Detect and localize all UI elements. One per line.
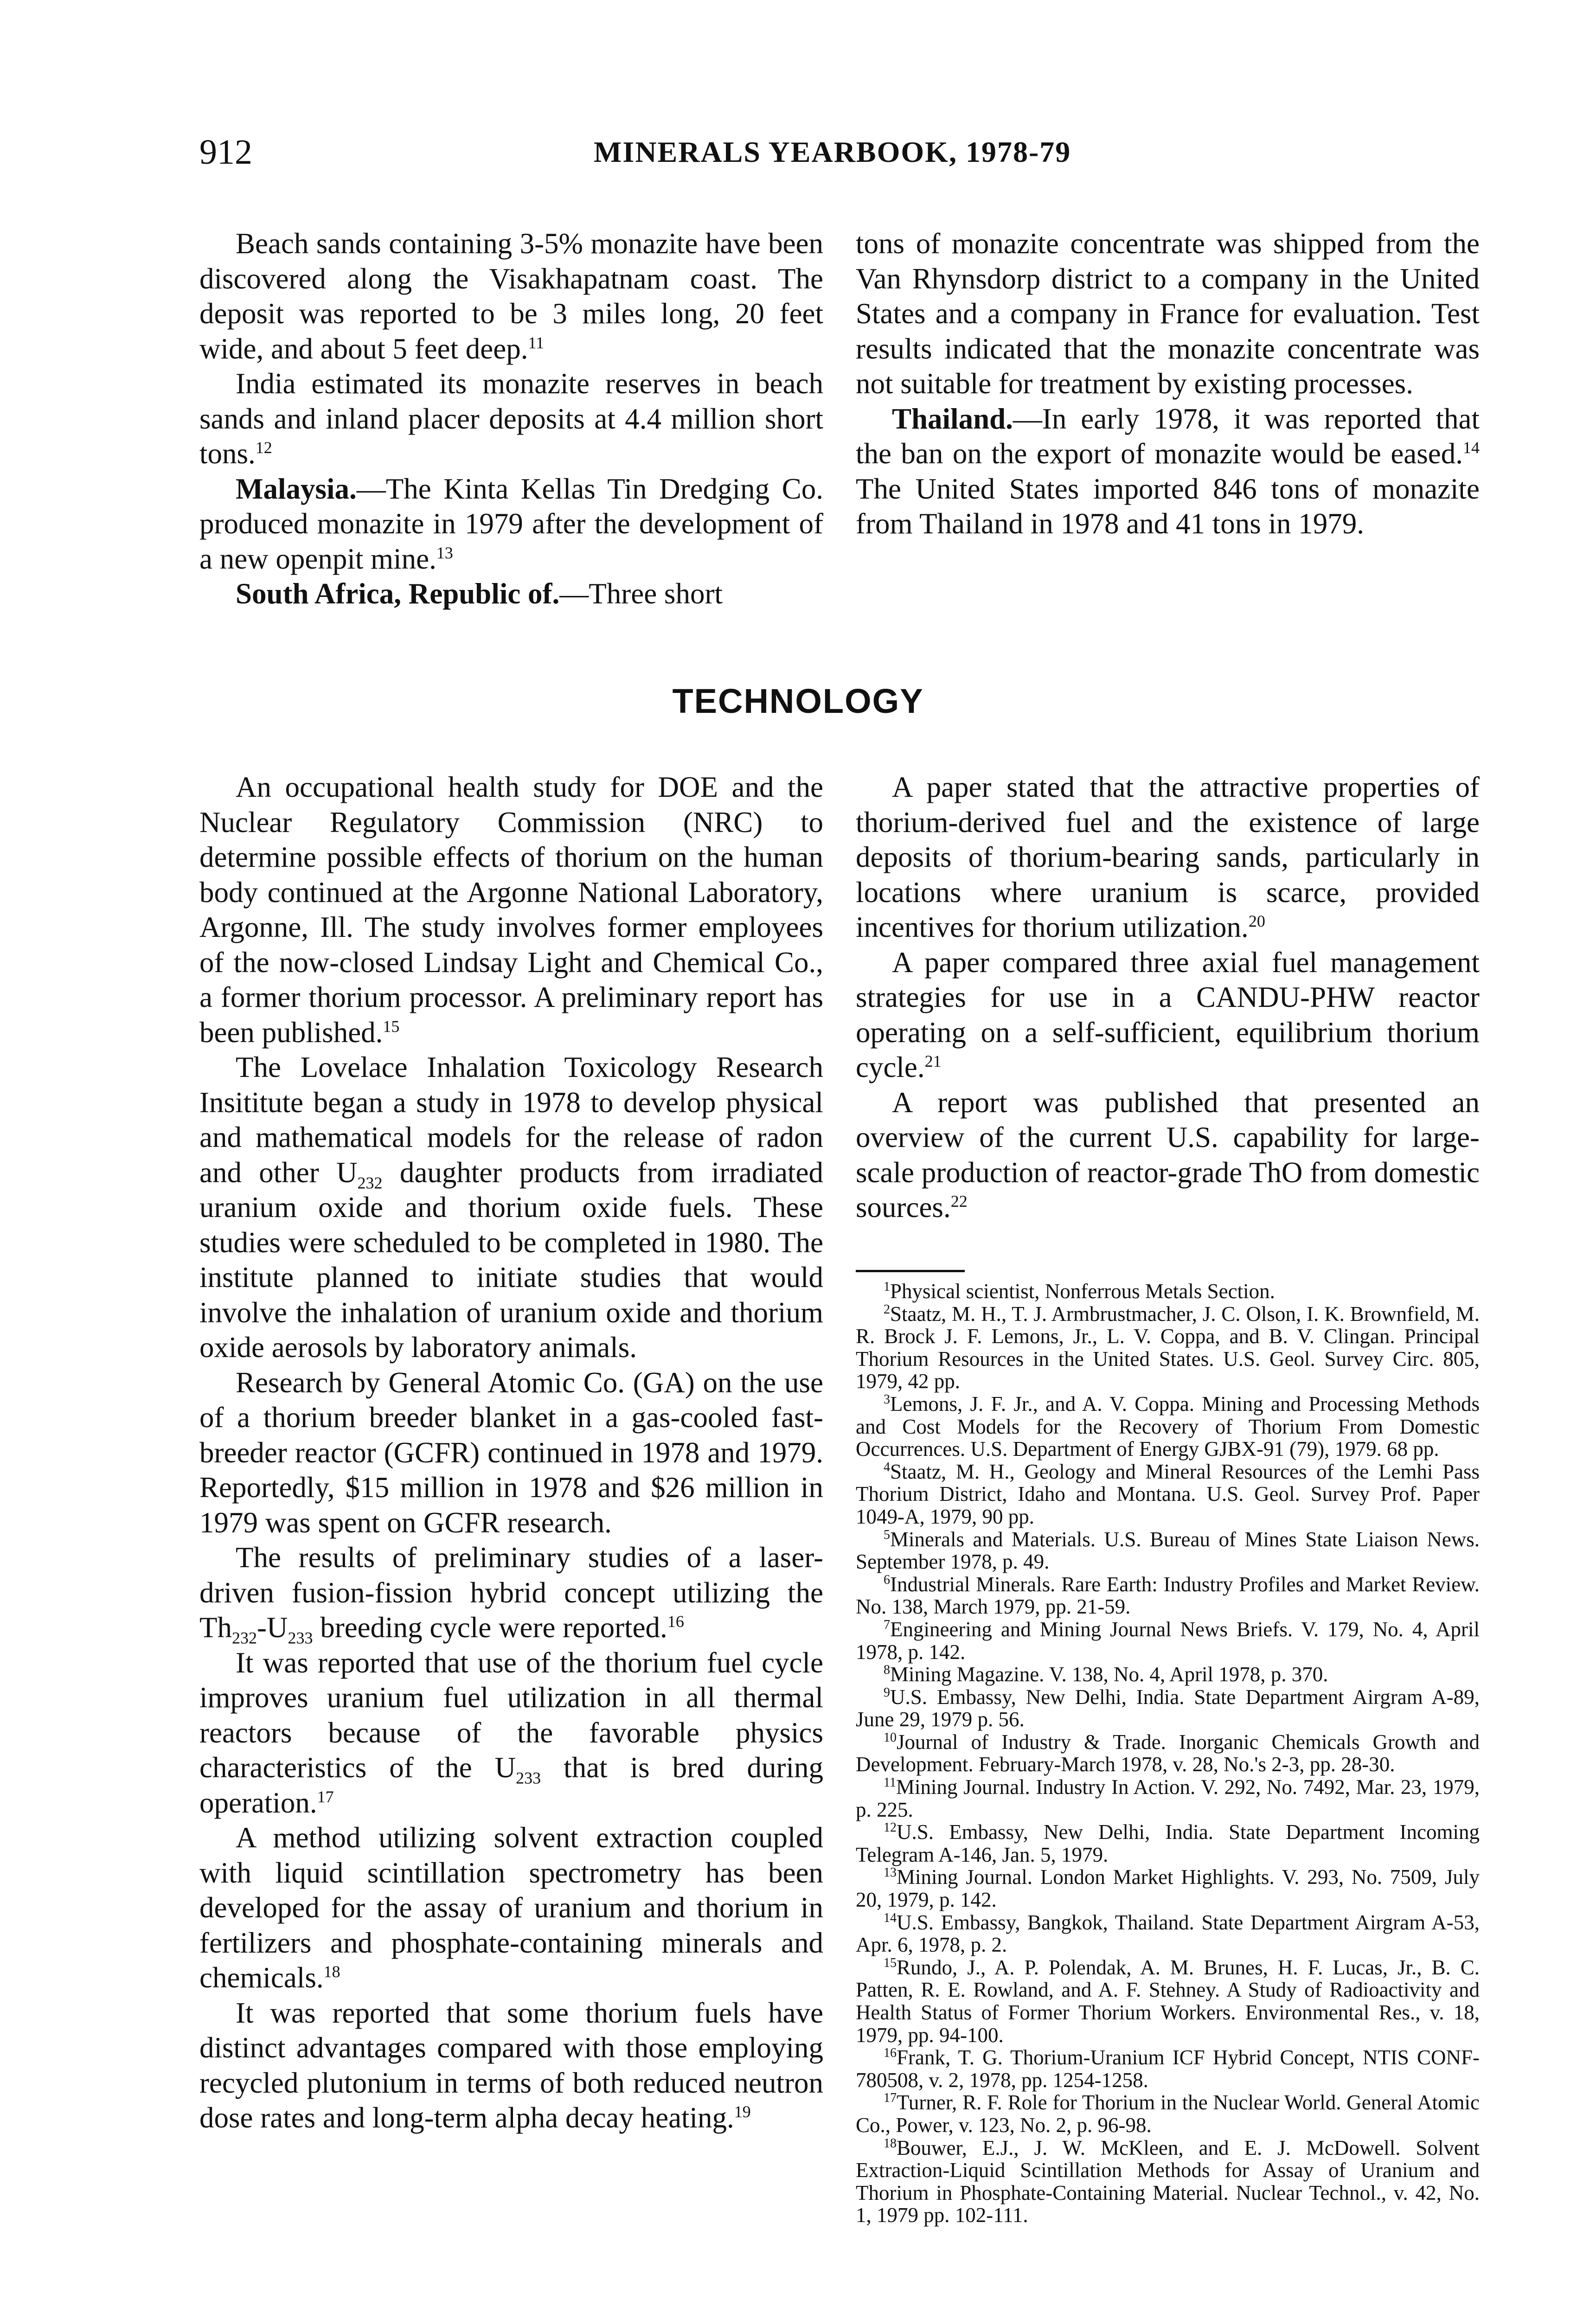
footnote-item bbox=[856, 1573, 1480, 1618]
technology-right-column bbox=[856, 770, 1480, 1225]
footnote-item bbox=[856, 2046, 1480, 2091]
country-heading-thailand: Thailand. bbox=[892, 402, 1013, 435]
footnote-ref: 22 bbox=[950, 1192, 968, 1211]
footnote-text: Mining Journal. London Market Highlights. V. 293, No. 7509, July 20, 1979, p. 142. bbox=[856, 1865, 1480, 1912]
footnote-number: 2 bbox=[884, 1302, 890, 1317]
footnote-number: 7 bbox=[884, 1617, 890, 1632]
footnote-number: 11 bbox=[884, 1775, 896, 1790]
page-number: 912 bbox=[199, 133, 252, 172]
footnote-number: 3 bbox=[884, 1392, 890, 1407]
footnote-ref: 13 bbox=[436, 543, 453, 562]
footnote-number: 13 bbox=[884, 1865, 897, 1880]
paragraph: A method utilizing solvent extraction coupled with liquid scintillation spectrometry has been developed for the assay of uranium and thorium in fertilizers and phosphate-containing minerals and chemicals.$^{18}$ bbox=[199, 1821, 823, 1994]
footnote-item bbox=[856, 1663, 1480, 1686]
paragraph: A report was published that presented an overview of the current U.S. capability for large-scale production of reactor-grade ThO from domestic sources.$^{22}$ bbox=[856, 1086, 1480, 1224]
footnote-text: Industrial Minerals. Rare Earth: Industry Profiles and Market Review. No. 138, March 1979, pp. 21-59. bbox=[856, 1572, 1480, 1619]
footnote-item bbox=[856, 1393, 1480, 1461]
footnote-item bbox=[856, 1731, 1480, 1776]
running-title: MINERALS YEARBOOK, 1978-79 bbox=[594, 135, 1071, 168]
footnote-item bbox=[856, 1956, 1480, 2046]
isotope-subscript: 232 bbox=[357, 1173, 383, 1192]
footnote-number: 4 bbox=[884, 1460, 890, 1474]
paragraph: South Africa, Republic of.—Three short bbox=[236, 577, 723, 610]
footnote-number: 9 bbox=[884, 1685, 890, 1700]
footnote-divider bbox=[856, 1270, 965, 1272]
footnote-item bbox=[856, 1866, 1480, 1911]
technology-left-column bbox=[199, 770, 823, 2136]
footnote-text: Staatz, M. H., T. J. Armbrustmacher, J. C. Olson, I. K. Brownfield, M. R. Brock J. F. Lemons, Jr., L. V. Coppa, and B. V. Clingan. Principal Thorium Resources in the United States. U.S. Geol. Survey Circ. 805, 1979, 42 pp. bbox=[856, 1302, 1480, 1393]
footnote-number: 15 bbox=[884, 1955, 897, 1970]
paragraph: Beach sands containing 3-5% monazite have been discovered along the Visakhapatnam coast. The deposit was reported to be 3 miles long, 20 feet wide, and about 5 feet deep.$^{11}$ bbox=[199, 227, 823, 365]
footnote-number: 8 bbox=[884, 1663, 890, 1678]
paragraph: The results of preliminary studies of a laser-driven fusion-fission hybrid concept utilizing the $Th_{232}-U_{233}$ breeding cycle were reported.$^{16}$ bbox=[199, 1541, 823, 1647]
country-heading-south-africa: South Africa, Republic of. bbox=[236, 577, 560, 610]
footnote-ref: 11 bbox=[528, 333, 545, 352]
footnote-item bbox=[856, 1618, 1480, 1663]
paragraph: It was reported that use of the thorium fuel cycle improves uranium fuel utilization in all thermal reactors because of the favorable physics characteristics of the $U_{233}$ that is bred during operation.$^{17}$ bbox=[199, 1646, 823, 1819]
footnote-text: Mining Journal. Industry In Action. V. 292, No. 7492, Mar. 23, 1979, p. 225. bbox=[856, 1775, 1480, 1821]
footnote-text: Frank, T. G. Thorium-Uranium ICF Hybrid Concept, NTIS CONF-780508, v. 2, 1978, pp. 1254-1258. bbox=[856, 2046, 1480, 2092]
footnote-number: 10 bbox=[884, 1730, 897, 1745]
footnote-text: Physical scientist, Nonferrous Metals Section. bbox=[890, 1280, 1275, 1303]
footnote-text: U.S. Embassy, New Delhi, India. State Department Incoming Telegram A-146, Jan. 5, 1979. bbox=[856, 1820, 1480, 1866]
paragraph: The Lovelace Inhalation Toxicology Research Insititute began a study in 1978 to develop physical and mathematical models for the release of radon and other $U_{232}$ daughter products from irradiated uranium oxide and thorium oxide fuels. These studies were scheduled to be completed in 1980. The institute planned to initiate studies that would involve the inhalation of uranium oxide and thorium oxide aerosols by laboratory animals. bbox=[199, 1051, 823, 1364]
footnote-item bbox=[856, 1461, 1480, 1528]
footnote-ref: 14 bbox=[1463, 438, 1480, 457]
top-right-column bbox=[856, 226, 1480, 542]
footnote-number: 1 bbox=[884, 1280, 890, 1294]
footnote-text: Staatz, M. H., Geology and Mineral Resources of the Lemhi Pass Thorium District, Idaho and Montana. U.S. Geol. Survey Prof. Paper 1049-A, 1979, 90 pp. bbox=[856, 1460, 1480, 1528]
paragraph: Research by General Atomic Co. (GA) on the use of a thorium breeder blanket in a gas-cooled fast-breeder reactor (GCFR) continued in 1978 and 1979. Reportedly, $15 million in 1978 and $26 million in 1979 was spent on GCFR research. bbox=[199, 1366, 823, 1539]
footnote-ref: 21 bbox=[924, 1052, 942, 1070]
footnote-text: U.S. Embassy, Bangkok, Thailand. State Department Airgram A-53, Apr. 6, 1978, p. 2. bbox=[856, 1910, 1480, 1957]
isotope-subscript: 233 bbox=[516, 1768, 541, 1787]
footnote-item bbox=[856, 1821, 1480, 1866]
footnote-number: 5 bbox=[884, 1527, 890, 1542]
paragraph: A paper stated that the attractive properties of thorium-derived fuel and the existence of large deposits of thorium-bearing sands, particularly in locations where uranium is scarce, provided incentives for thorium utilization.$^{20}$ bbox=[856, 771, 1480, 943]
footnote-text: Rundo, J., A. P. Polendak, A. M. Brunes, H. F. Lucas, Jr., B. C. Patten, R. E. Rowland, and A. F. Stehney. A Study of Radioactivity and Health Status of Former Thorium Workers. Environmental Res., v. 18, 1979, pp. 94-100. bbox=[856, 1955, 1480, 2047]
paragraph: tons of monazite concentrate was shipped from the Van Rhynsdorp district to a company in the United States and a company in France for evaluation. Test results indicated that the monazite concentrate was not suitable for treatment by existing processes. bbox=[856, 227, 1480, 400]
paragraph: A paper compared three axial fuel management strategies for use in a CANDU-PHW reactor operating on a self-sufficient, equilibrium thorium cycle.$^{21}$ bbox=[856, 946, 1480, 1083]
footnote-number: 12 bbox=[884, 1820, 897, 1835]
paragraph: An occupational health study for DOE and the Nuclear Regulatory Commission (NRC) to determine possible effects of thorium on the human body continued at the Argonne National Laboratory, Argonne, Ill. The study involves former employees of the now-closed Lindsay Light and Chemical Co., a former thorium processor. A preliminary report has been published.$^{15}$ bbox=[199, 771, 823, 1049]
footnote-ref: 19 bbox=[734, 2102, 751, 2121]
footnote-text: Engineering and Mining Journal News Briefs. V. 179, No. 4, April 1978, p. 142. bbox=[856, 1617, 1480, 1664]
footnote-item bbox=[856, 1911, 1480, 1956]
footnotes bbox=[856, 1280, 1480, 2227]
isotope-subscript: 232 bbox=[231, 1628, 257, 1647]
paragraph: Thailand.—In early 1978, it was reported that the ban on the export of monazite would be eased.$^{14}$ The United States imported 846 tons of monazite from Thailand in 1978 and 41 tons in 1979. bbox=[856, 402, 1480, 540]
footnote-number: 17 bbox=[884, 2091, 897, 2106]
paragraph: India estimated its monazite reserves in beach sands and inland placer deposits at 4.4 million short tons.$^{12}$ bbox=[199, 367, 823, 470]
footnote-text: Turner, R. F. Role for Thorium in the Nuclear World. General Atomic Co., Power, v. 123, No. 2, p. 96-98. bbox=[856, 2091, 1480, 2137]
footnote-text: Lemons, J. F. Jr., and A. V. Coppa. Mining and Processing Methods and Cost Models for the Recovery of Thorium From Domestic Occurrences. U.S. Department of Energy GJBX-91 (79), 1979. 68 pp. bbox=[856, 1392, 1480, 1461]
footnote-number: 14 bbox=[884, 1910, 897, 1925]
paragraph: It was reported that some thorium fuels have distinct advantages compared with those employing recycled plutonium in terms of both reduced neutron dose rates and long-term alpha decay heating.$^{19}$ bbox=[199, 1996, 823, 2134]
footnote-ref: 20 bbox=[1248, 912, 1265, 930]
footnote-text: U.S. Embassy, New Delhi, India. State Department Airgram A-89, June 29, 1979 p. 56. bbox=[856, 1685, 1480, 1731]
footnote-ref: 16 bbox=[667, 1612, 684, 1631]
footnote-number: 16 bbox=[884, 2046, 897, 2061]
footnote-text: Minerals and Materials. U.S. Bureau of Mines State Liaison News. September 1978, p. 49. bbox=[856, 1527, 1480, 1574]
footnote-ref: 12 bbox=[255, 438, 272, 457]
footnote-ref: 18 bbox=[323, 1962, 340, 1981]
footnote-item bbox=[856, 2137, 1480, 2227]
footnote-item bbox=[856, 1686, 1480, 1731]
footnote-number: 6 bbox=[884, 1572, 890, 1587]
isotope-subscript: 233 bbox=[288, 1628, 313, 1647]
footnote-ref: 15 bbox=[383, 1017, 400, 1036]
footnote-item bbox=[856, 1303, 1480, 1393]
footnote-text: Mining Magazine. V. 138, No. 4, April 1978, p. 370. bbox=[890, 1663, 1328, 1686]
section-title: TECHNOLOGY bbox=[672, 682, 924, 720]
footnote-ref: 17 bbox=[317, 1787, 334, 1806]
footnote-item bbox=[856, 1776, 1480, 1821]
footnote-item bbox=[856, 2091, 1480, 2136]
footnote-text: Bouwer, E.J., J. W. McKleen, and E. J. McDowell. Solvent Extraction-Liquid Scintillation Methods for Assay of Uranium and Thorium in Phosphate-Containing Material. Nuclear Technol., v. 42, No. 1, 1979 pp. 102-111. bbox=[856, 2136, 1480, 2227]
footnote-item bbox=[856, 1280, 1480, 1303]
footnote-number: 18 bbox=[884, 2136, 897, 2151]
top-left-column bbox=[199, 226, 823, 612]
footnote-text: Journal of Industry & Trade. Inorganic Chemicals Growth and Development. February-March 1978, v. 28, No.'s 2-3, pp. 28-30. bbox=[856, 1730, 1480, 1776]
country-heading-malaysia: Malaysia. bbox=[236, 472, 357, 505]
footnote-item bbox=[856, 1528, 1480, 1573]
paragraph: Malaysia.—The Kinta Kellas Tin Dredging Co. produced monazite in 1979 after the development of a new openpit mine.$^{13}$ bbox=[199, 472, 823, 575]
